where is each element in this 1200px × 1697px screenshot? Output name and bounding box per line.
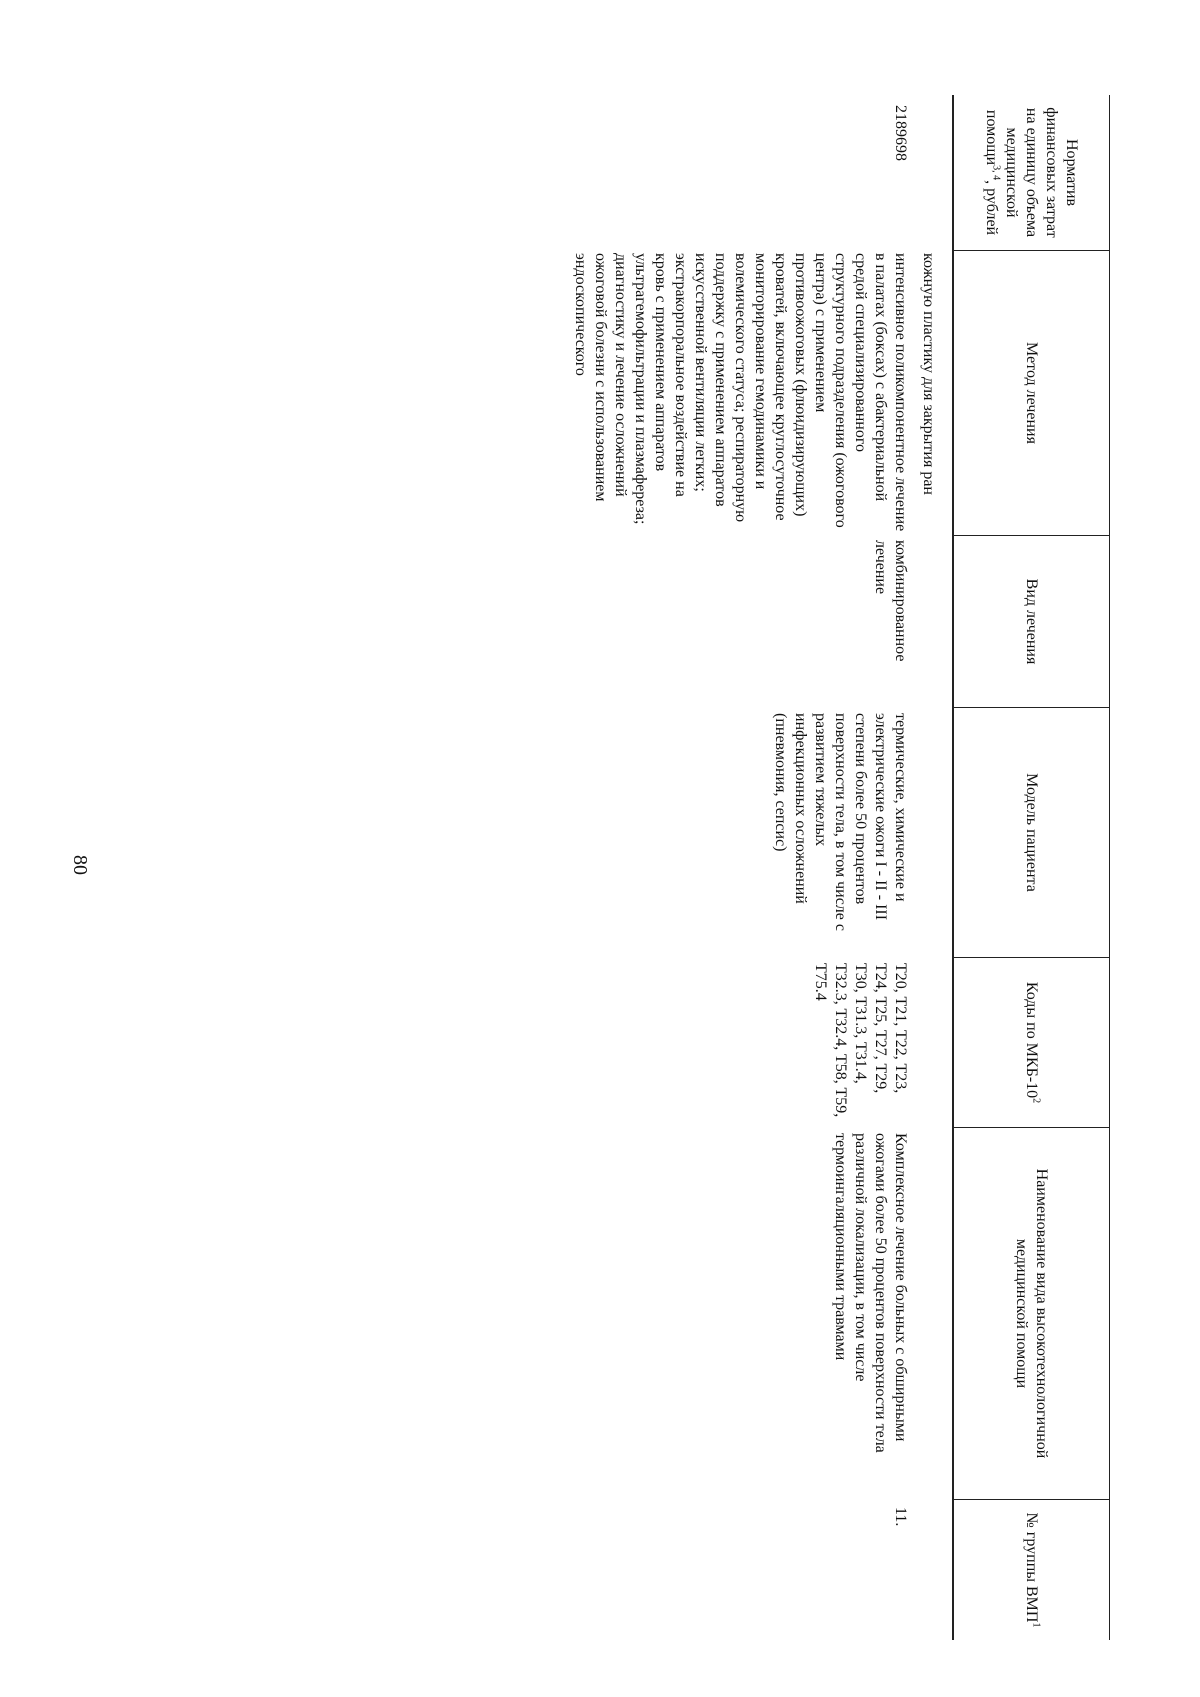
cell-price: 2189698 <box>892 105 909 161</box>
header-num: № группы ВМП$^1$ <box>954 1499 1109 1640</box>
cell-codes: T20, T21, T22, T23, T24, T25, T27, T29, T30, T31.3, T31.4, T32.3, T32.4, T58, T59, T75.4 <box>812 963 909 1118</box>
table-row <box>190 95 910 1640</box>
cell-name: Комплексное лечение больных с обширными ожогами более 50 процентов поверхности тела различной локализации, в том числе термоингаляционными травмами <box>832 1133 909 1453</box>
cell-model: термические, химические и электрические ожоги I - II - III степени более 50 процентов поверхности тела, в том числе с развитием тяжелых инфекционных осложнений (пневмония, сепсис) <box>772 713 909 931</box>
header-model: Модель пациента <box>954 707 1109 957</box>
header-type: Вид лечения <box>954 535 1109 707</box>
page-number: 80 <box>69 855 91 875</box>
table-header <box>952 95 1110 1640</box>
cell-method: интенсивное поликомпонентное лечение в палатах (боксах) с абактериальной средой специализированного структурного подразделения (ожогового центра) с применением противоожоговых (флюидизирующих) кроватей, включающее круглосуточное мониторирование гемодинамики и волемического статуса; респираторную поддержку с применением аппаратов искусственной вентиляции легких; экстракорпоральное воздействие на кровь с применением аппаратов ультрагемофильтрации и плазмафереза; диагностику и лечение осложнений ожоговой болезни с использованием эндоскопического <box>572 253 909 532</box>
cell-type: комбинированное лечение <box>872 540 909 662</box>
continuation-method-text: кожную пластику для закрытия ран <box>920 253 937 495</box>
header-name: Наименование вида высокотехнологичной медицинской помощи <box>954 1127 1109 1499</box>
header-method: Метод лечения <box>954 250 1109 535</box>
rotated-page <box>69 95 1110 1640</box>
header-price: Норматив финансовых затрат на единицу объема медицинской помощи$^{3, 4}$, рублей <box>983 107 1081 238</box>
cell-num: 11. <box>892 1507 909 1527</box>
header-codes: Коды по МКБ-$10^2$ <box>954 957 1109 1127</box>
